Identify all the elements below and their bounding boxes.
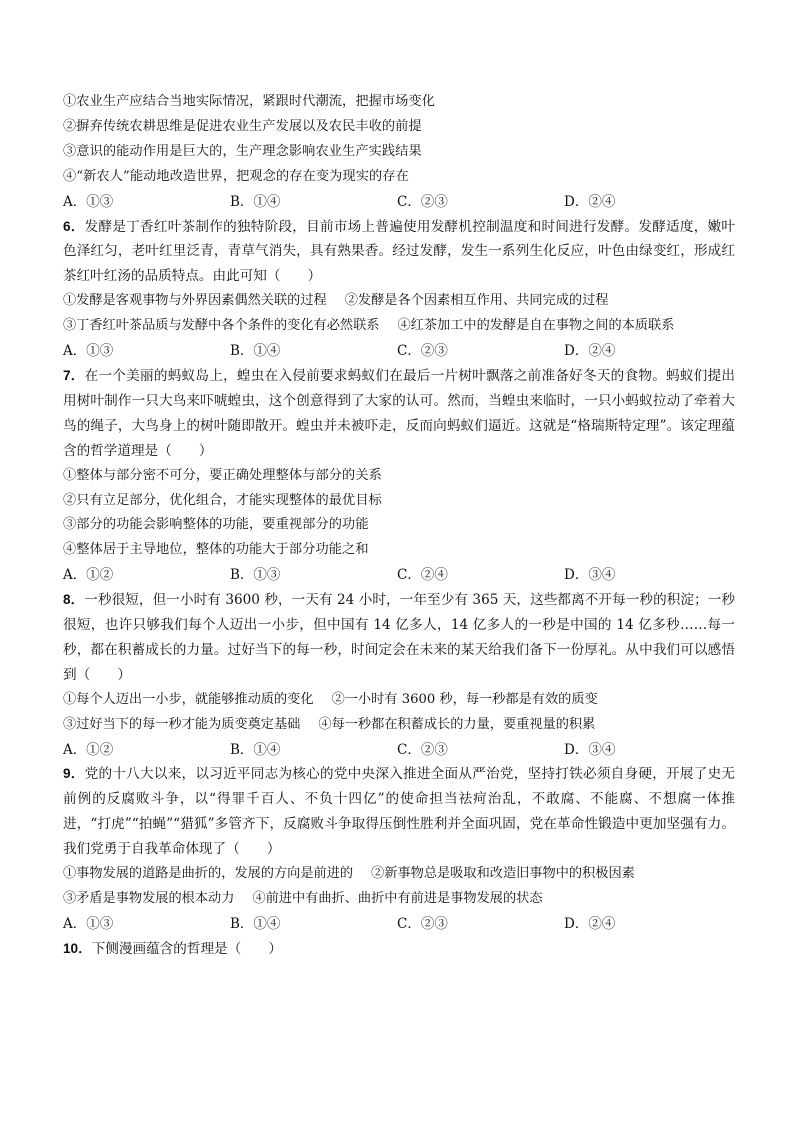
- choice-line: ③部分的功能会影响整体的功能，要重视部分的功能: [63, 517, 369, 533]
- option-d: D．③④: [564, 741, 616, 758]
- choice-line: ②摒弃传统农耕思维是促进农业生产发展以及农民丰收的前提: [63, 118, 422, 134]
- choice-3: ③丁香红叶茶品质与发酵中各个条件的变化有必然联系: [63, 318, 380, 334]
- question-8-stem: [63, 588, 735, 688]
- choice-row: [63, 887, 735, 912]
- choice-line: ④“新农人”能动地改造世界，把观念的存在变为现实的存在: [63, 168, 409, 184]
- choice-1: ①发酵是客观事物与外界因素偶然关联的过程: [63, 293, 327, 309]
- choice-1: ①每个人迈出一小步，就能够推动质的变化: [63, 691, 314, 707]
- question-8-options: [63, 738, 735, 763]
- option-a: A．①③: [63, 343, 114, 360]
- question-7-stem: [63, 364, 735, 464]
- option-c: C．②④: [397, 567, 448, 584]
- question-9-options: [63, 912, 735, 937]
- choice-line: ①整体与部分密不可分，要正确处理整体与部分的关系: [63, 467, 382, 483]
- choice-row: [63, 289, 735, 314]
- option-a: A．①②: [63, 567, 114, 584]
- stem-text: 党的十八大以来，以习近平同志为核心的党中央深入推进全面从严治党，坚持打铁必须自身硬，开展了史无前例的反腐败斗争，以“得罪千百人、不负十四亿”的使命担当祛疴治乱，不敢腐、不能腐、不想腐一体推进，“打虎”“拍蝇”“猎狐”多管齐下，反腐败斗争取得压倒性胜利并全面巩固，党在革命性锻造中更加坚强有力。我们党勇于自我革命体现了（ ）: [63, 766, 735, 858]
- option-b: B．①④: [230, 741, 281, 758]
- choice-row: [63, 688, 735, 713]
- question-number: 8．: [63, 592, 85, 608]
- question-number: 6．: [63, 218, 85, 234]
- choice-4: ④前进中有曲折、曲折中有前进是事物发展的状态: [252, 891, 543, 906]
- choice-1: ①事物发展的道路是曲折的，发展的方向是前进的: [63, 866, 354, 882]
- option-a: A．①③: [63, 193, 114, 210]
- choice-3: ③矛盾是事物发展的根本动力: [63, 891, 235, 906]
- option-c: C．②③: [397, 741, 448, 758]
- choice-2: ②发酵是各个因素相互作用、共同完成的过程: [344, 293, 609, 309]
- option-b: B．①④: [230, 193, 281, 210]
- choice-2: ②新事物总是吸取和改造旧事物中的积极因素: [371, 866, 635, 882]
- stem-text: 发酵是丁香红叶茶制作的独特阶段，目前市场上普遍使用发酵机控制温度和时间进行发酵。发酵适度，嫩叶色泽红匀，老叶红里泛青，青草气消失，具有熟果香。经过发酵，发生一系列生化反应，叶色由绿变红，形成红茶红叶红汤的品质特点。由此可知（ ）: [63, 218, 735, 285]
- choice-line: ④整体居于主导地位，整体的功能大于部分功能之和: [63, 542, 369, 558]
- choice-line: ③意识的能动作用是巨大的，生产理念影响农业生产实践结果: [63, 143, 422, 159]
- option-b: B．①③: [230, 567, 281, 584]
- choice-4: ④每一秒都在积蓄成长的力量，要重视量的积累: [318, 716, 596, 732]
- question-7-options: [63, 563, 735, 588]
- option-b: B．①④: [230, 915, 281, 932]
- option-c: C．②③: [397, 343, 448, 360]
- question-7-choices: [63, 464, 735, 564]
- option-d: D．③④: [564, 567, 616, 584]
- option-a: A．①②: [63, 741, 114, 758]
- choice-line: ①农业生产应结合当地实际情况，紧跟时代潮流，把握市场变化: [63, 94, 436, 109]
- choice-4: ④红茶加工中的发酵是自在事物之间的本质联系: [397, 318, 675, 334]
- exam-page: [63, 90, 735, 962]
- question-5-choices: [63, 90, 735, 190]
- choice-row: [63, 862, 735, 887]
- question-number: 7．: [63, 367, 85, 383]
- question-9-stem: [63, 762, 735, 862]
- option-a: A．①③: [63, 915, 114, 932]
- question-6-stem: [63, 215, 735, 290]
- question-10-stem: [63, 937, 735, 962]
- question-5-options: [63, 190, 735, 215]
- option-b: B．①④: [230, 343, 281, 360]
- stem-text: 下侧漫画蕴含的哲理是（ ）: [91, 940, 283, 957]
- choice-3: ③过好当下的每一秒才能为质变奠定基础: [63, 716, 301, 732]
- question-number: 9．: [63, 766, 85, 782]
- stem-text: 在一个美丽的蚂蚁岛上，蝗虫在入侵前要求蚂蚁们在最后一片树叶飘落之前准备好冬天的食物。蚂蚁们提出用树叶制作一只大鸟来吓唬蝗虫，这个创意得到了大家的认可。然而，当蝗虫来临时，一只小蚂蚁拉动了牵着大鸟的绳子，大鸟身上的树叶随即散开。蝗虫并未被吓走，反而向蚂蚁们逼近。这就是“格瑞斯特定理”。该定理蕴含的哲学道理是（ ）: [63, 367, 735, 459]
- choice-2: ②一小时有 3600 秒，每一秒都是有效的质变: [331, 691, 598, 707]
- option-c: C．②③: [397, 915, 448, 932]
- choice-row: [63, 713, 735, 738]
- question-number: 10．: [63, 940, 92, 956]
- choice-row: [63, 314, 735, 339]
- question-6-options: [63, 339, 735, 364]
- stem-text: 一秒很短，但一小时有 3600 秒，一天有 24 小时，一年至少有 365 天，这些都离不开每一秒的积淀；一秒很短，也许只够我们每个人迈出一小步，但中国有 14 亿多人，14 亿多人的一秒是中国的 14 亿多秒……每一秒，都在积蓄成长的力量。过好当下的每一秒，时间定会在未来的某天给我们备下一份厚礼。从中我们可以感悟到（ ）: [63, 592, 735, 683]
- option-d: D．②④: [564, 343, 616, 360]
- option-d: D．②④: [564, 915, 616, 932]
- option-c: C．②③: [397, 193, 448, 210]
- option-d: D．②④: [564, 193, 616, 210]
- choice-line: ②只有立足部分，优化组合，才能实现整体的最优目标: [63, 492, 382, 508]
